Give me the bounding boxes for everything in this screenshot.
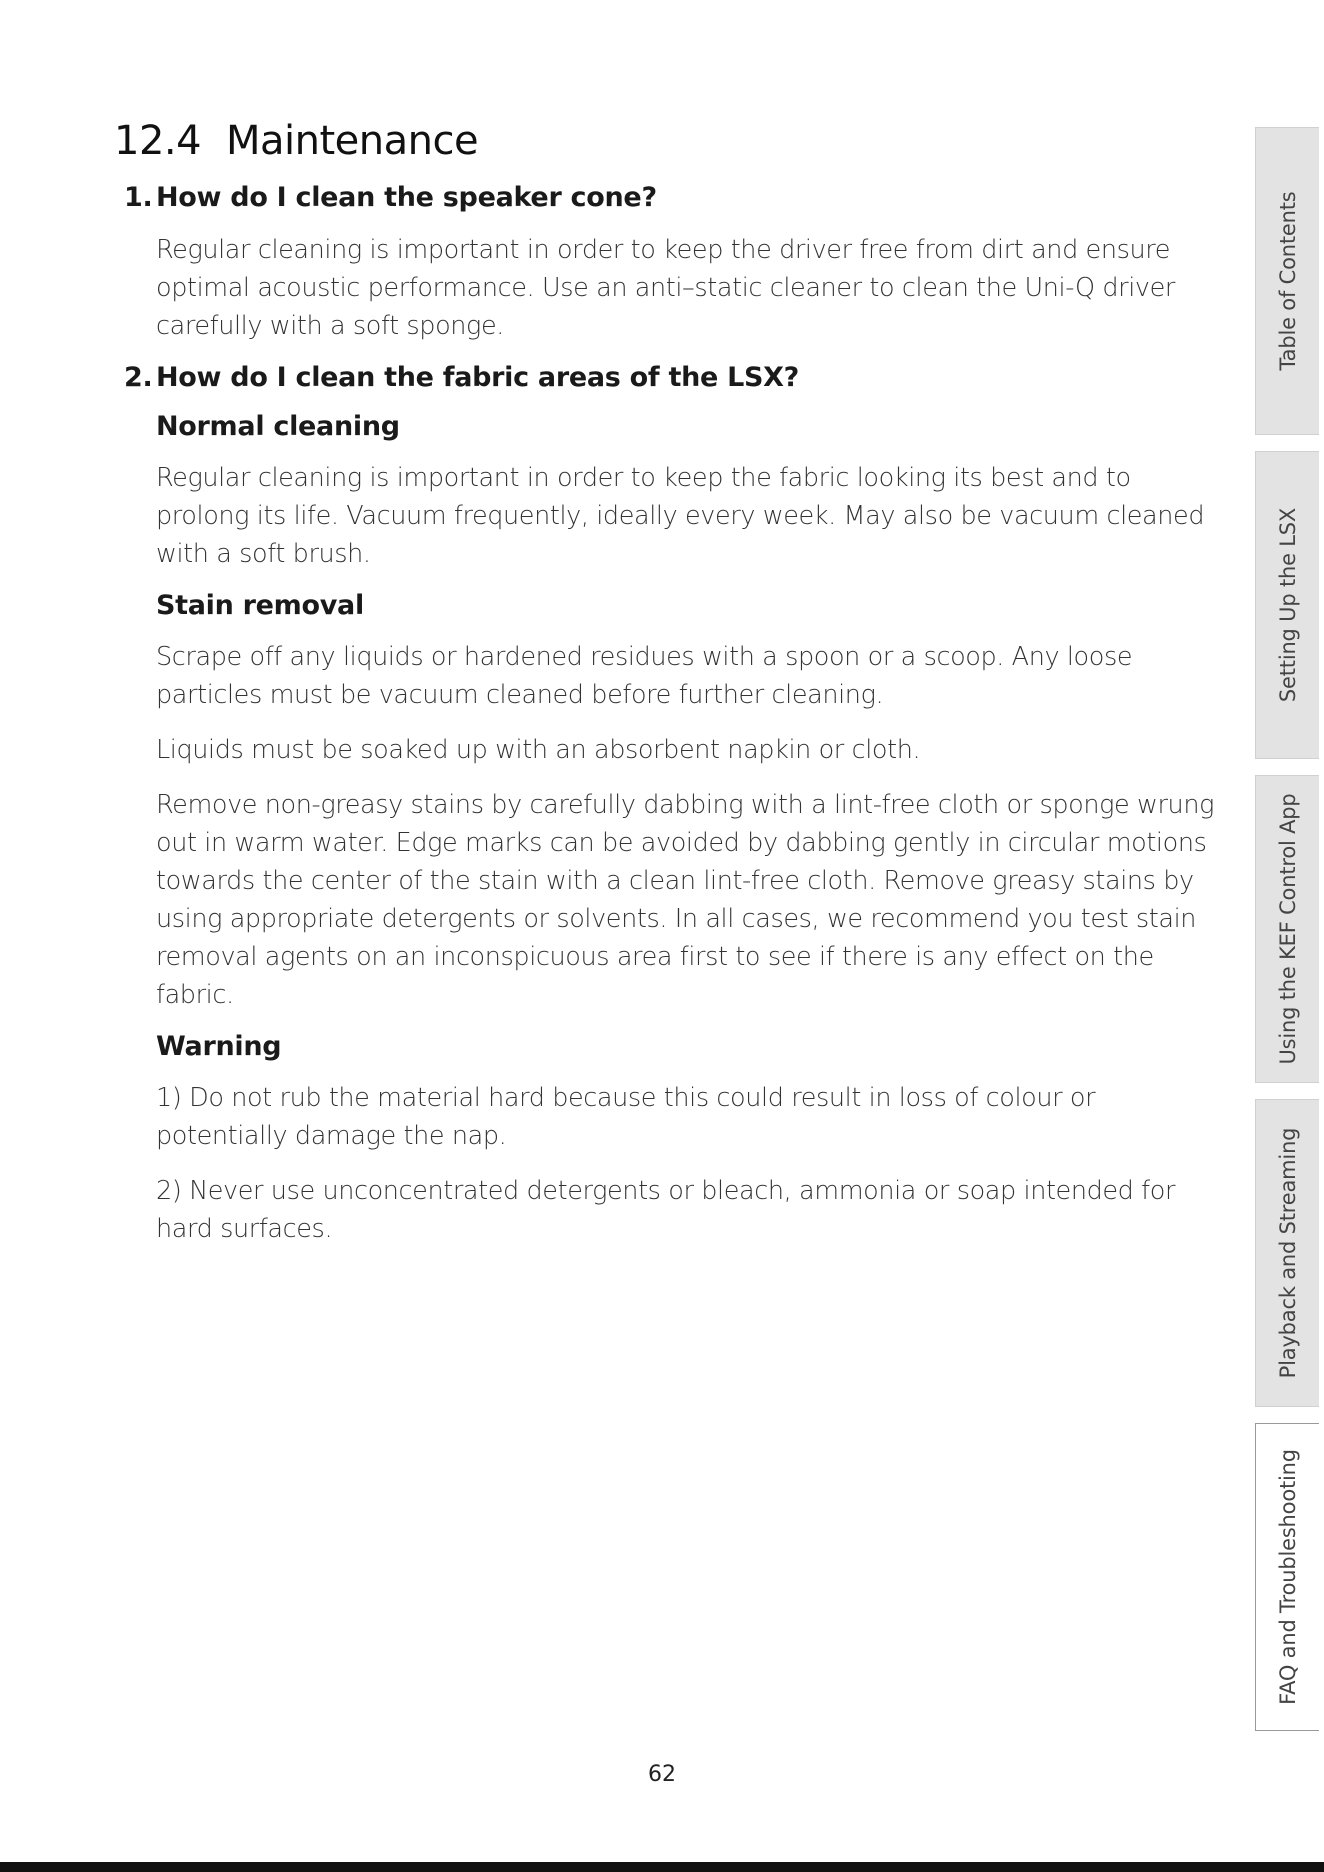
warning-paragraph-1: 1) Do not rub the material hard because this could result in loss of colour or potentially damage the nap.	[156, 1083, 1096, 1151]
stain-removal-heading: Stain removal	[156, 590, 364, 621]
question-2-number: 2.	[124, 362, 153, 393]
bottom-border	[0, 1862, 1324, 1872]
question-1-heading	[124, 182, 1224, 213]
question-2-heading	[124, 362, 1224, 393]
tab-playback-streaming[interactable]	[1255, 1099, 1319, 1407]
warning-heading: Warning	[156, 1031, 282, 1062]
stain-removal-paragraph-3: Remove non-greasy stains by carefully dabbing with a lint-free cloth or sponge wrung out in warm water. Edge marks can be avoided by dabbing gently in circular motions towards the center of the stain with a clean lint-free cloth. Remove greasy stains by using appropriate detergents or solvents. In all cases, we recommend you test stain removal agents on an inconspicuous area first to see if there is any effect on the fabric.	[156, 790, 1214, 1010]
normal-cleaning-paragraph: Regular cleaning is important in order to keep the fabric looking its best and to prolong its life. Vacuum frequently, ideally every week. May also be vacuum cleaned with a soft brush.	[156, 463, 1205, 569]
question-2-title: How do I clean the fabric areas of the LSX?	[156, 362, 800, 393]
stain-removal-paragraph-1: Scrape off any liquids or hardened residues with a spoon or a scoop. Any loose particles must be vacuum cleaned before further cleaning.	[156, 642, 1133, 710]
section-number: 12.4	[114, 118, 202, 164]
question-2-answer	[156, 411, 1226, 1248]
normal-cleaning-heading: Normal cleaning	[156, 411, 400, 442]
question-1-title: How do I clean the speaker cone?	[156, 182, 657, 213]
tab-label: Playback and Streaming	[1275, 1127, 1300, 1379]
page-number: 62	[648, 1762, 676, 1787]
tab-faq-troubleshooting[interactable]	[1255, 1423, 1319, 1731]
tab-label: FAQ and Troubleshooting	[1275, 1449, 1300, 1705]
tab-label: Using the KEF Control App	[1275, 793, 1300, 1065]
page-content	[114, 118, 1224, 1265]
question-1-answer	[156, 231, 1226, 345]
warning-paragraph-2: 2) Never use unconcentrated detergents or bleach, ammonia or soap intended for hard surfaces.	[156, 1176, 1176, 1244]
section-title-text: Maintenance	[226, 118, 479, 164]
tab-label: Table of Contents	[1275, 191, 1300, 371]
stain-removal-paragraph-2: Liquids must be soaked up with an absorbent napkin or cloth.	[156, 735, 921, 765]
tab-kef-control-app[interactable]	[1255, 775, 1319, 1083]
tab-label: Setting Up the LSX	[1275, 507, 1300, 703]
question-1-number: 1.	[124, 182, 153, 213]
section-title	[114, 118, 1224, 164]
speaker-cone-paragraph: Regular cleaning is important in order to keep the driver free from dirt and ensure optimal acoustic performance. Use an anti–static cleaner to clean the Uni-Q driver carefully with a soft sponge.	[156, 235, 1175, 341]
tab-setting-up[interactable]	[1255, 451, 1319, 759]
tab-table-of-contents[interactable]	[1255, 127, 1319, 435]
